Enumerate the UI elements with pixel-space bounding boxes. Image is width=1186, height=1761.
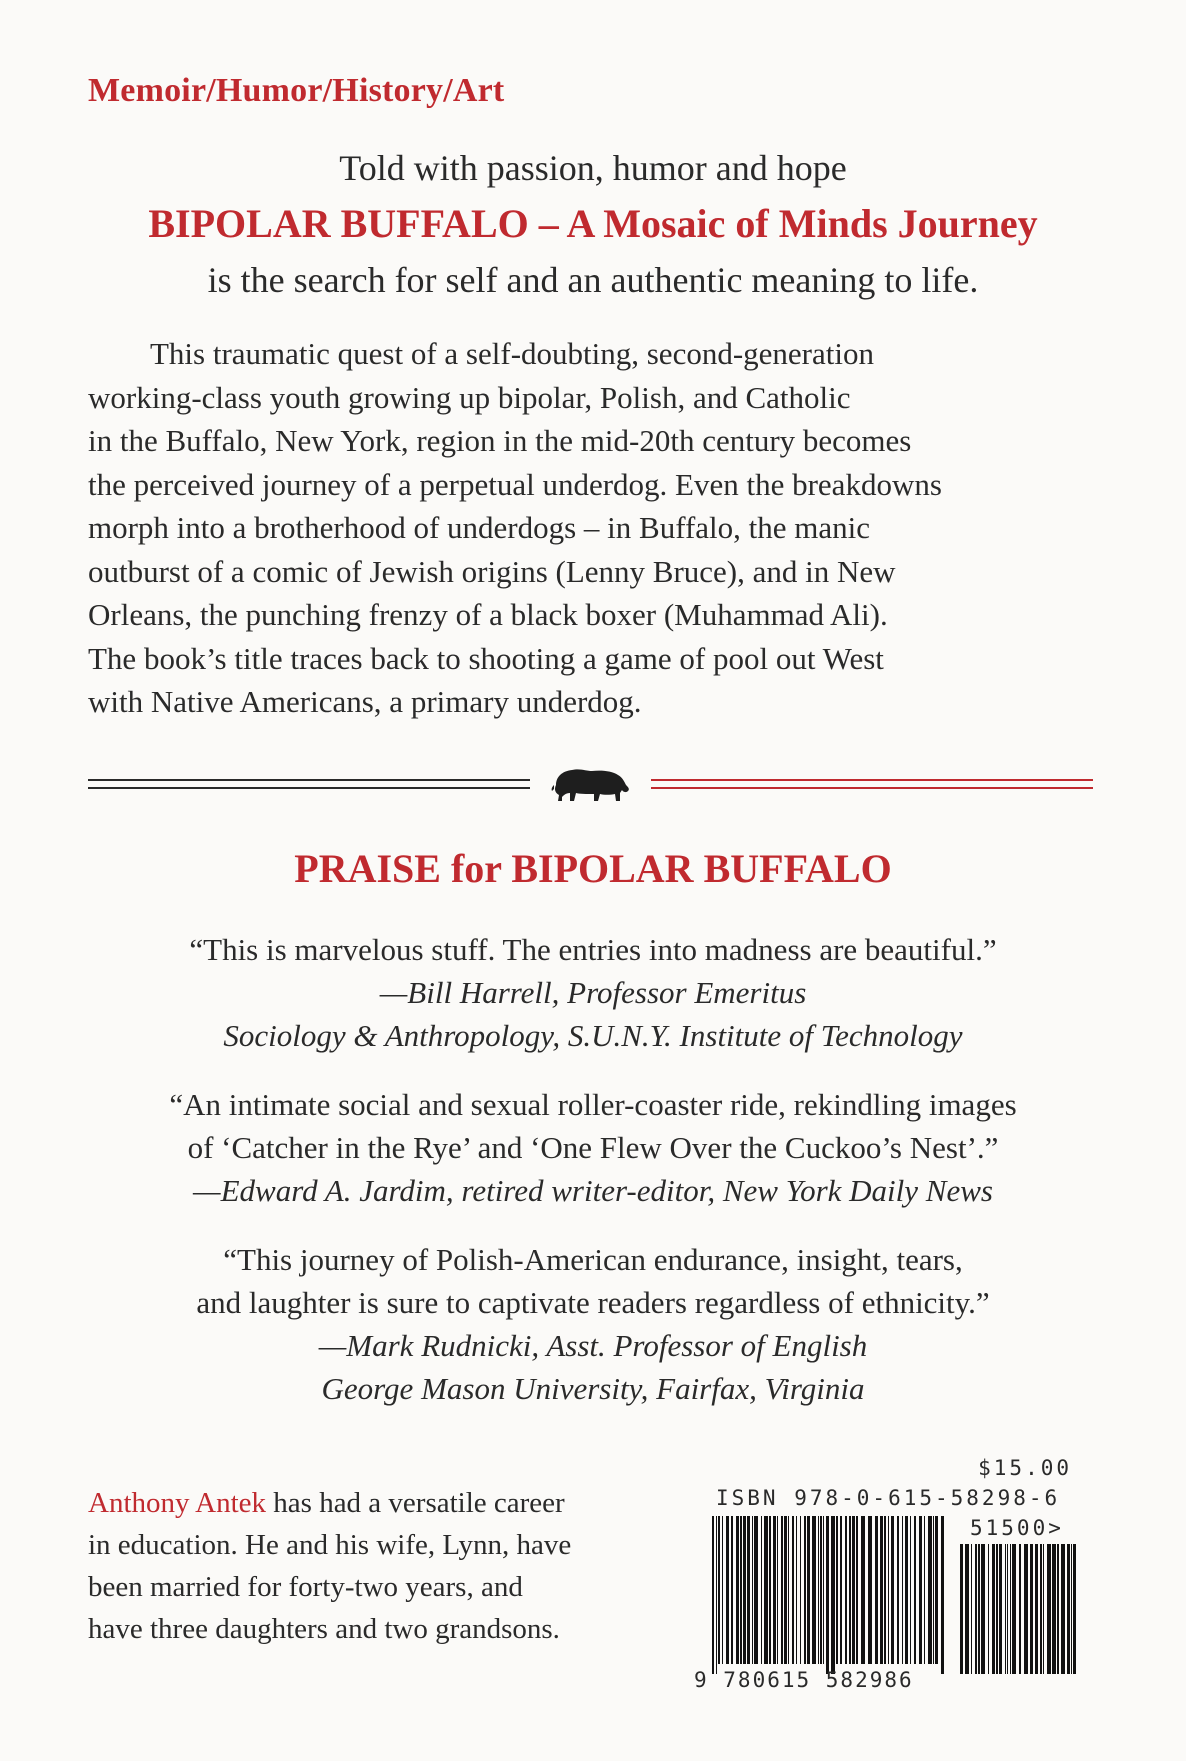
praise-quote <box>60 928 1126 1057</box>
description-line: with Native Americans, a primary underdog. <box>88 684 642 719</box>
barcode-bar <box>1007 1544 1008 1674</box>
quote-text: and laughter is sure to captivate readers regardless of ethnicity.” <box>196 1285 990 1320</box>
barcode-bar <box>1073 1544 1076 1674</box>
barcode-bar <box>1010 1544 1011 1674</box>
barcode-block <box>694 1456 1112 1716</box>
barcode-bar <box>1061 1544 1065 1674</box>
barcode-bar <box>726 1516 729 1664</box>
bio-line: been married for forty-two years, and <box>88 1571 523 1603</box>
barcode-bar <box>992 1544 995 1674</box>
quote-attribution: George Mason University, Fairfax, Virginia <box>321 1371 865 1406</box>
barcode-bar <box>764 1516 768 1664</box>
barcode-bar <box>849 1516 851 1664</box>
author-name: Anthony Antek <box>88 1487 267 1519</box>
quote-attribution: Sociology & Anthropology, S.U.N.Y. Institute of Technology <box>223 1018 963 1053</box>
barcode-bar <box>712 1516 714 1674</box>
barcode-bar <box>784 1516 787 1664</box>
barcode-bar <box>823 1516 824 1664</box>
divider-rule-left <box>88 779 530 793</box>
barcode-bar <box>800 1516 801 1664</box>
intro-tail: is the search for self and an authentic meaning to life. <box>207 260 979 300</box>
description-line: The book’s title traces back to shooting a game of pool out West <box>88 640 884 676</box>
addon-code: 51500> <box>970 1516 1064 1540</box>
quote-text: “This is marvelous stuff. The entries into madness are beautiful.” <box>189 932 997 967</box>
barcode-bar <box>826 1516 829 1674</box>
barcode-bar <box>807 1516 810 1664</box>
barcode-bar <box>718 1516 720 1664</box>
barcode-bar <box>1024 1544 1028 1674</box>
quote-attribution: —Bill Harrell, Professor Emeritus <box>379 975 807 1010</box>
barcode-bar <box>999 1544 1002 1674</box>
barcode-main <box>712 1516 948 1674</box>
quote-attribution: —Mark Rudnicki, Asst. Professor of English <box>318 1328 868 1363</box>
barcode-bar <box>928 1516 932 1664</box>
barcode-bar <box>935 1516 938 1664</box>
quote-text: “This journey of Polish-American endurance, insight, tears, <box>223 1242 963 1277</box>
barcode-bar <box>840 1516 842 1664</box>
barcode-bar <box>1040 1544 1042 1674</box>
description-line: Orleans, the punching frenzy of a black boxer (Muhammad Ali). <box>88 597 888 632</box>
price-label: $15.00 <box>978 1456 1072 1480</box>
praise-heading: PRAISE for BIPOLAR BUFFALO <box>294 846 892 891</box>
barcode-bar <box>1052 1544 1056 1674</box>
barcode-bar <box>875 1516 878 1664</box>
barcode-bar <box>818 1516 819 1664</box>
bio-line: have three daughters and two grandsons. <box>88 1613 560 1645</box>
quote-text: “An intimate social and sexual roller-coaster ride, rekindling images <box>169 1087 1017 1122</box>
barcode-bar <box>773 1516 776 1664</box>
barcode-bar <box>1012 1544 1016 1674</box>
barcode-bar <box>820 1516 822 1664</box>
barcode-bar <box>891 1516 894 1664</box>
barcode-bar <box>722 1516 723 1664</box>
buffalo-icon <box>550 765 632 805</box>
barcode-bar <box>831 1516 835 1674</box>
praise-quote <box>60 1238 1126 1410</box>
barcode-bar <box>975 1544 977 1674</box>
isbn-label: ISBN 978-0-615-58298-6 <box>716 1486 1061 1510</box>
category-label: Memoir/Humor/History/Art <box>88 72 505 109</box>
barcode-bar <box>971 1544 972 1674</box>
barcode-bar <box>781 1516 783 1664</box>
barcode-bar <box>836 1516 838 1664</box>
barcode-bar <box>1067 1544 1070 1674</box>
barcode-bar <box>941 1516 944 1674</box>
barcode-bar <box>796 1516 797 1664</box>
barcode-bar <box>812 1516 816 1664</box>
barcode-bar <box>1005 1544 1006 1674</box>
description-line: morph into a brotherhood of underdogs – in Buffalo, the manic <box>88 510 871 545</box>
barcode-bar <box>988 1544 989 1674</box>
barcode-bar <box>880 1516 883 1664</box>
bio-line <box>88 1482 648 1524</box>
barcode-bar <box>769 1516 771 1664</box>
barcode-bar <box>1019 1544 1021 1674</box>
barcode-bar <box>716 1516 717 1674</box>
barcode-bar <box>914 1516 916 1664</box>
intro-lead: Told with passion, humor and hope <box>339 148 847 188</box>
description-line: working-class youth growing up bipolar, Polish, and Catholic <box>88 379 851 415</box>
barcode-bar <box>752 1516 753 1664</box>
praise-quote <box>60 1083 1126 1212</box>
description-line: This traumatic quest of a self-doubting, second-generation <box>150 336 874 371</box>
barcode-bar <box>861 1516 865 1664</box>
barcode-bar <box>743 1516 746 1664</box>
quote-text: of ‘Catcher in the Rye’ and ‘One Flew Over the Cuckoo’s Nest’.” <box>187 1130 999 1165</box>
barcode-bar <box>924 1516 925 1664</box>
barcode-bar <box>960 1544 963 1674</box>
divider-rule-right <box>651 779 1093 793</box>
barcode-bar <box>754 1516 758 1664</box>
intro-block <box>60 140 1126 308</box>
barcode-bar <box>804 1516 806 1664</box>
barcode-bar <box>736 1516 739 1664</box>
barcode-bar <box>1030 1544 1033 1674</box>
bio-line: in education. He and his wife, Lynn, have <box>88 1529 572 1561</box>
barcode-bar <box>845 1516 847 1664</box>
barcode-bar <box>981 1544 985 1674</box>
barcode-bar <box>910 1516 911 1664</box>
barcode-bar <box>933 1516 934 1664</box>
bio-line-rest: has had a versatile career <box>266 1487 565 1519</box>
barcode-bar <box>884 1516 886 1664</box>
barcode-bar <box>761 1516 762 1664</box>
barcode-bar <box>965 1544 969 1674</box>
ean-digits: 9 780615 582986 <box>694 1668 914 1692</box>
barcode-bar <box>731 1516 733 1664</box>
barcode-bar <box>888 1516 889 1664</box>
barcode-bar <box>868 1516 872 1664</box>
barcode-bar <box>1057 1544 1059 1674</box>
book-title: BIPOLAR BUFFALO – A Mosaic of Minds Journey <box>148 201 1038 246</box>
barcode-bar <box>792 1516 794 1664</box>
barcode-bar <box>1047 1544 1051 1674</box>
barcode-bar <box>856 1516 858 1664</box>
description-line: outburst of a comic of Jewish origins (Lenny Bruce), and in New <box>88 553 896 589</box>
barcode-bar <box>740 1516 742 1664</box>
barcode-bar <box>747 1516 750 1664</box>
description-paragraph <box>88 332 1098 724</box>
quote-attribution: —Edward A. Jardim, retired writer-editor, New York Daily News <box>193 1173 993 1208</box>
barcode-bar <box>788 1516 789 1664</box>
barcode-bar <box>1035 1544 1038 1674</box>
description-line: in the Buffalo, New York, region in the mid-20th century becomes <box>88 423 912 458</box>
barcode-bar <box>852 1516 855 1664</box>
barcode-bar <box>1043 1544 1044 1674</box>
barcode-bar <box>902 1516 903 1664</box>
barcode-bar <box>919 1516 922 1664</box>
barcode-bar <box>1071 1544 1072 1674</box>
section-divider <box>88 765 1093 805</box>
barcode-addon <box>960 1544 1078 1674</box>
barcode-bar <box>777 1516 778 1664</box>
barcode-bar <box>897 1516 899 1664</box>
barcode-bar <box>996 1544 998 1674</box>
barcode-bar <box>978 1544 980 1674</box>
description-line: the perceived journey of a perpetual underdog. Even the breakdowns <box>88 466 942 502</box>
author-bio <box>88 1482 648 1650</box>
barcode-bar <box>905 1516 908 1664</box>
